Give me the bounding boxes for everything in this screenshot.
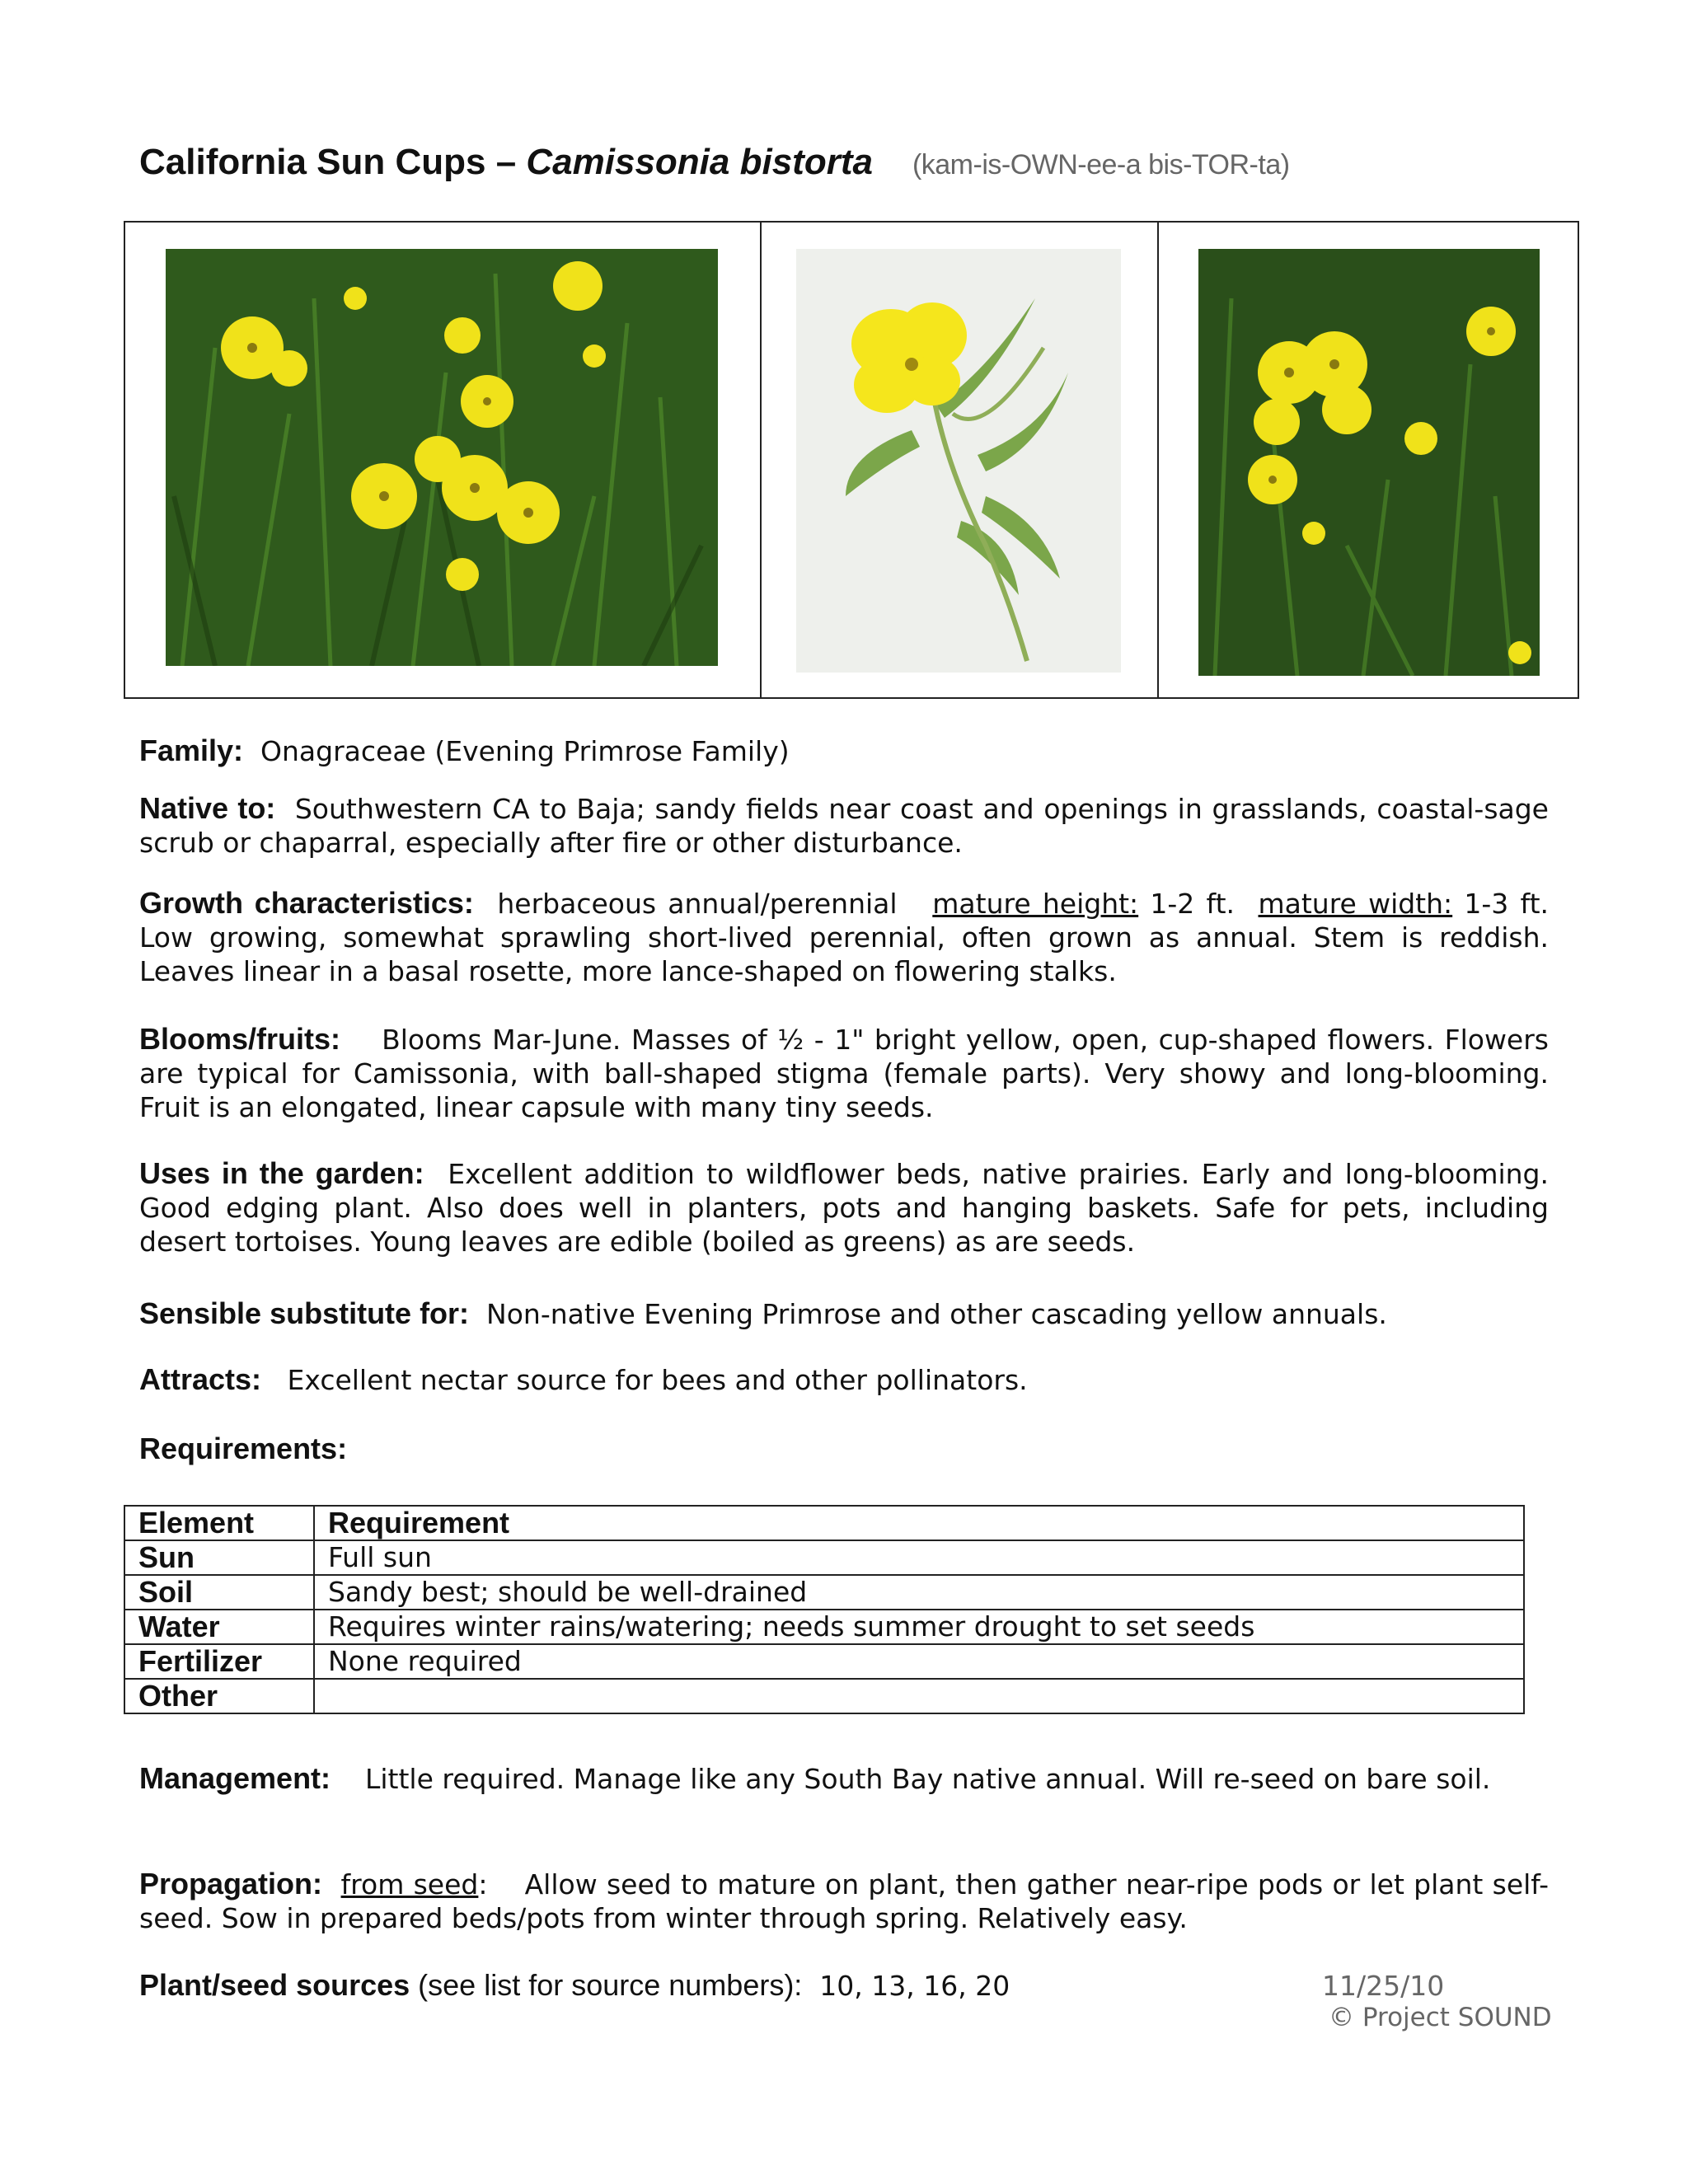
requirement-cell: Requires winter rains/watering; needs summer drought to set seeds [314, 1610, 1524, 1644]
propagation-method: from seed [340, 1868, 479, 1900]
attracts-section [139, 1362, 1549, 1397]
substitute-text: Non-native Evening Primrose and other cascading yellow annuals. [486, 1298, 1387, 1330]
propagation-section: Propagation: from seed: Allow seed to mature on plant, then gather near-ripe pods or let plant self-seed. Sow in prepared beds/pots from winter through spring. Relatively easy. [139, 1867, 1550, 1934]
photo-2-image [796, 249, 1121, 673]
uses-section [139, 1156, 1549, 1258]
substitute-label: Sensible substitute for: [139, 1296, 470, 1330]
uses-text: Excellent addition to wildflower beds, native prairies. Early and long-blooming. Good edging plant. Also does well in planters, pots and hanging baskets. Safe for pets, including desert tortoises. Young leaves are edible (boiled as greens) as are seeds. [139, 1158, 1549, 1258]
family-label: Family: [139, 733, 244, 767]
family-text: Onagraceae (Evening Primrose Family) [260, 735, 790, 767]
table-row [124, 1610, 1524, 1644]
element-cell: Other [124, 1679, 314, 1713]
attracts-text: Excellent nectar source for bees and other pollinators. [287, 1364, 1028, 1396]
sources-section [139, 1968, 1293, 2003]
requirements-label: Requirements: [139, 1432, 348, 1465]
table-row [124, 1644, 1524, 1679]
element-cell: Water [124, 1610, 314, 1644]
element-cell: Fertilizer [124, 1644, 314, 1679]
footer-date: 11/25/10 [1322, 1970, 1445, 2002]
header-element: Element [124, 1506, 314, 1540]
requirements-section [139, 1432, 1549, 1466]
native-label: Native to: [139, 791, 276, 825]
propagation-label: Propagation: [139, 1867, 322, 1900]
sources-label: Plant/seed sources [139, 1968, 410, 2002]
substitute-section [139, 1296, 1549, 1331]
width-label: mature width: [1258, 888, 1453, 920]
photo-divider [760, 223, 762, 697]
growth-label: Growth characteristics [139, 886, 464, 920]
height-label: mature height: [932, 888, 1139, 920]
growth-section: Growth characteristics: herbaceous annual/perennial mature height: 1-2 ft. mature width: 1-3 ft. Low growing, somewhat sprawling short-lived perennial, often grown as annual. Stem is reddish. Leaves linear in a basal rosette, more lance-shaped on flowering stalks. [139, 886, 1550, 987]
uses-label: Uses in the garden: [139, 1156, 424, 1190]
growth-intro: herbaceous annual/perennial [497, 888, 898, 920]
attracts-label: Attracts: [139, 1362, 262, 1396]
propagation-text: Allow seed to mature on plant, then gather near-ripe pods or let plant self-seed. Sow in prepared beds/pots from winter through spring. Relatively easy. [139, 1868, 1550, 1934]
height-value: 1-2 ft. [1150, 888, 1236, 920]
growth-text: Low growing, somewhat sprawling short-lived perennial, often grown as annual. Stem is reddish. Leaves linear in a basal rosette, more lance-shaped on flowering stalks. [139, 921, 1549, 987]
requirements-table [124, 1505, 1525, 1714]
blooms-section [139, 1022, 1549, 1124]
family-section [139, 733, 1549, 768]
table-row [124, 1679, 1524, 1713]
header-requirement: Requirement [314, 1506, 1524, 1540]
table-row [124, 1575, 1524, 1610]
photo-divider [1157, 223, 1159, 697]
width-value: 1-3 ft. [1464, 888, 1550, 920]
requirement-cell: Full sun [314, 1540, 1524, 1575]
sources-numbers: 10, 13, 16, 20 [819, 1970, 1010, 2002]
photo-table [124, 221, 1579, 699]
element-cell: Soil [124, 1575, 314, 1610]
requirement-cell: Sandy best; should be well-drained [314, 1575, 1524, 1610]
native-section [139, 791, 1549, 860]
blooms-text: Blooms Mar-June. Masses of ½ - 1" bright yellow, open, cup-shaped flowers. Flowers are typical for Camissonia, with ball-shaped stigma (female parts). Very showy and long-blooming. Fruit is an elongated, linear capsule with many tiny seeds. [139, 1024, 1549, 1123]
pronunciation: (kam-is-OWN-ee-a bis-TOR-ta) [912, 149, 1290, 180]
common-name: California Sun Cups – [139, 142, 527, 182]
management-label: Management: [139, 1761, 331, 1795]
photo-3-image [1198, 249, 1540, 676]
native-text: Southwestern CA to Baja; sandy fields near coast and openings in grasslands, coastal-sage scrub or chaparral, especially after fire or other disturbance. [139, 793, 1549, 859]
sources-note: (see list for source numbers): [410, 1968, 803, 2002]
footer-copyright: © Project SOUND [1329, 2003, 1552, 2032]
photo-1-image [166, 249, 718, 666]
page-title [139, 142, 1290, 183]
management-text: Little required. Manage like any South Bay native annual. Will re-seed on bare soil. [365, 1763, 1491, 1795]
management-section [139, 1761, 1549, 1796]
table-header-row [124, 1506, 1524, 1540]
table-row [124, 1540, 1524, 1575]
scientific-name: Camissonia bistorta [526, 142, 873, 182]
requirement-cell: None required [314, 1644, 1524, 1679]
element-cell: Sun [124, 1540, 314, 1575]
blooms-label: Blooms/fruits: [139, 1022, 341, 1056]
requirement-cell [314, 1679, 1524, 1713]
